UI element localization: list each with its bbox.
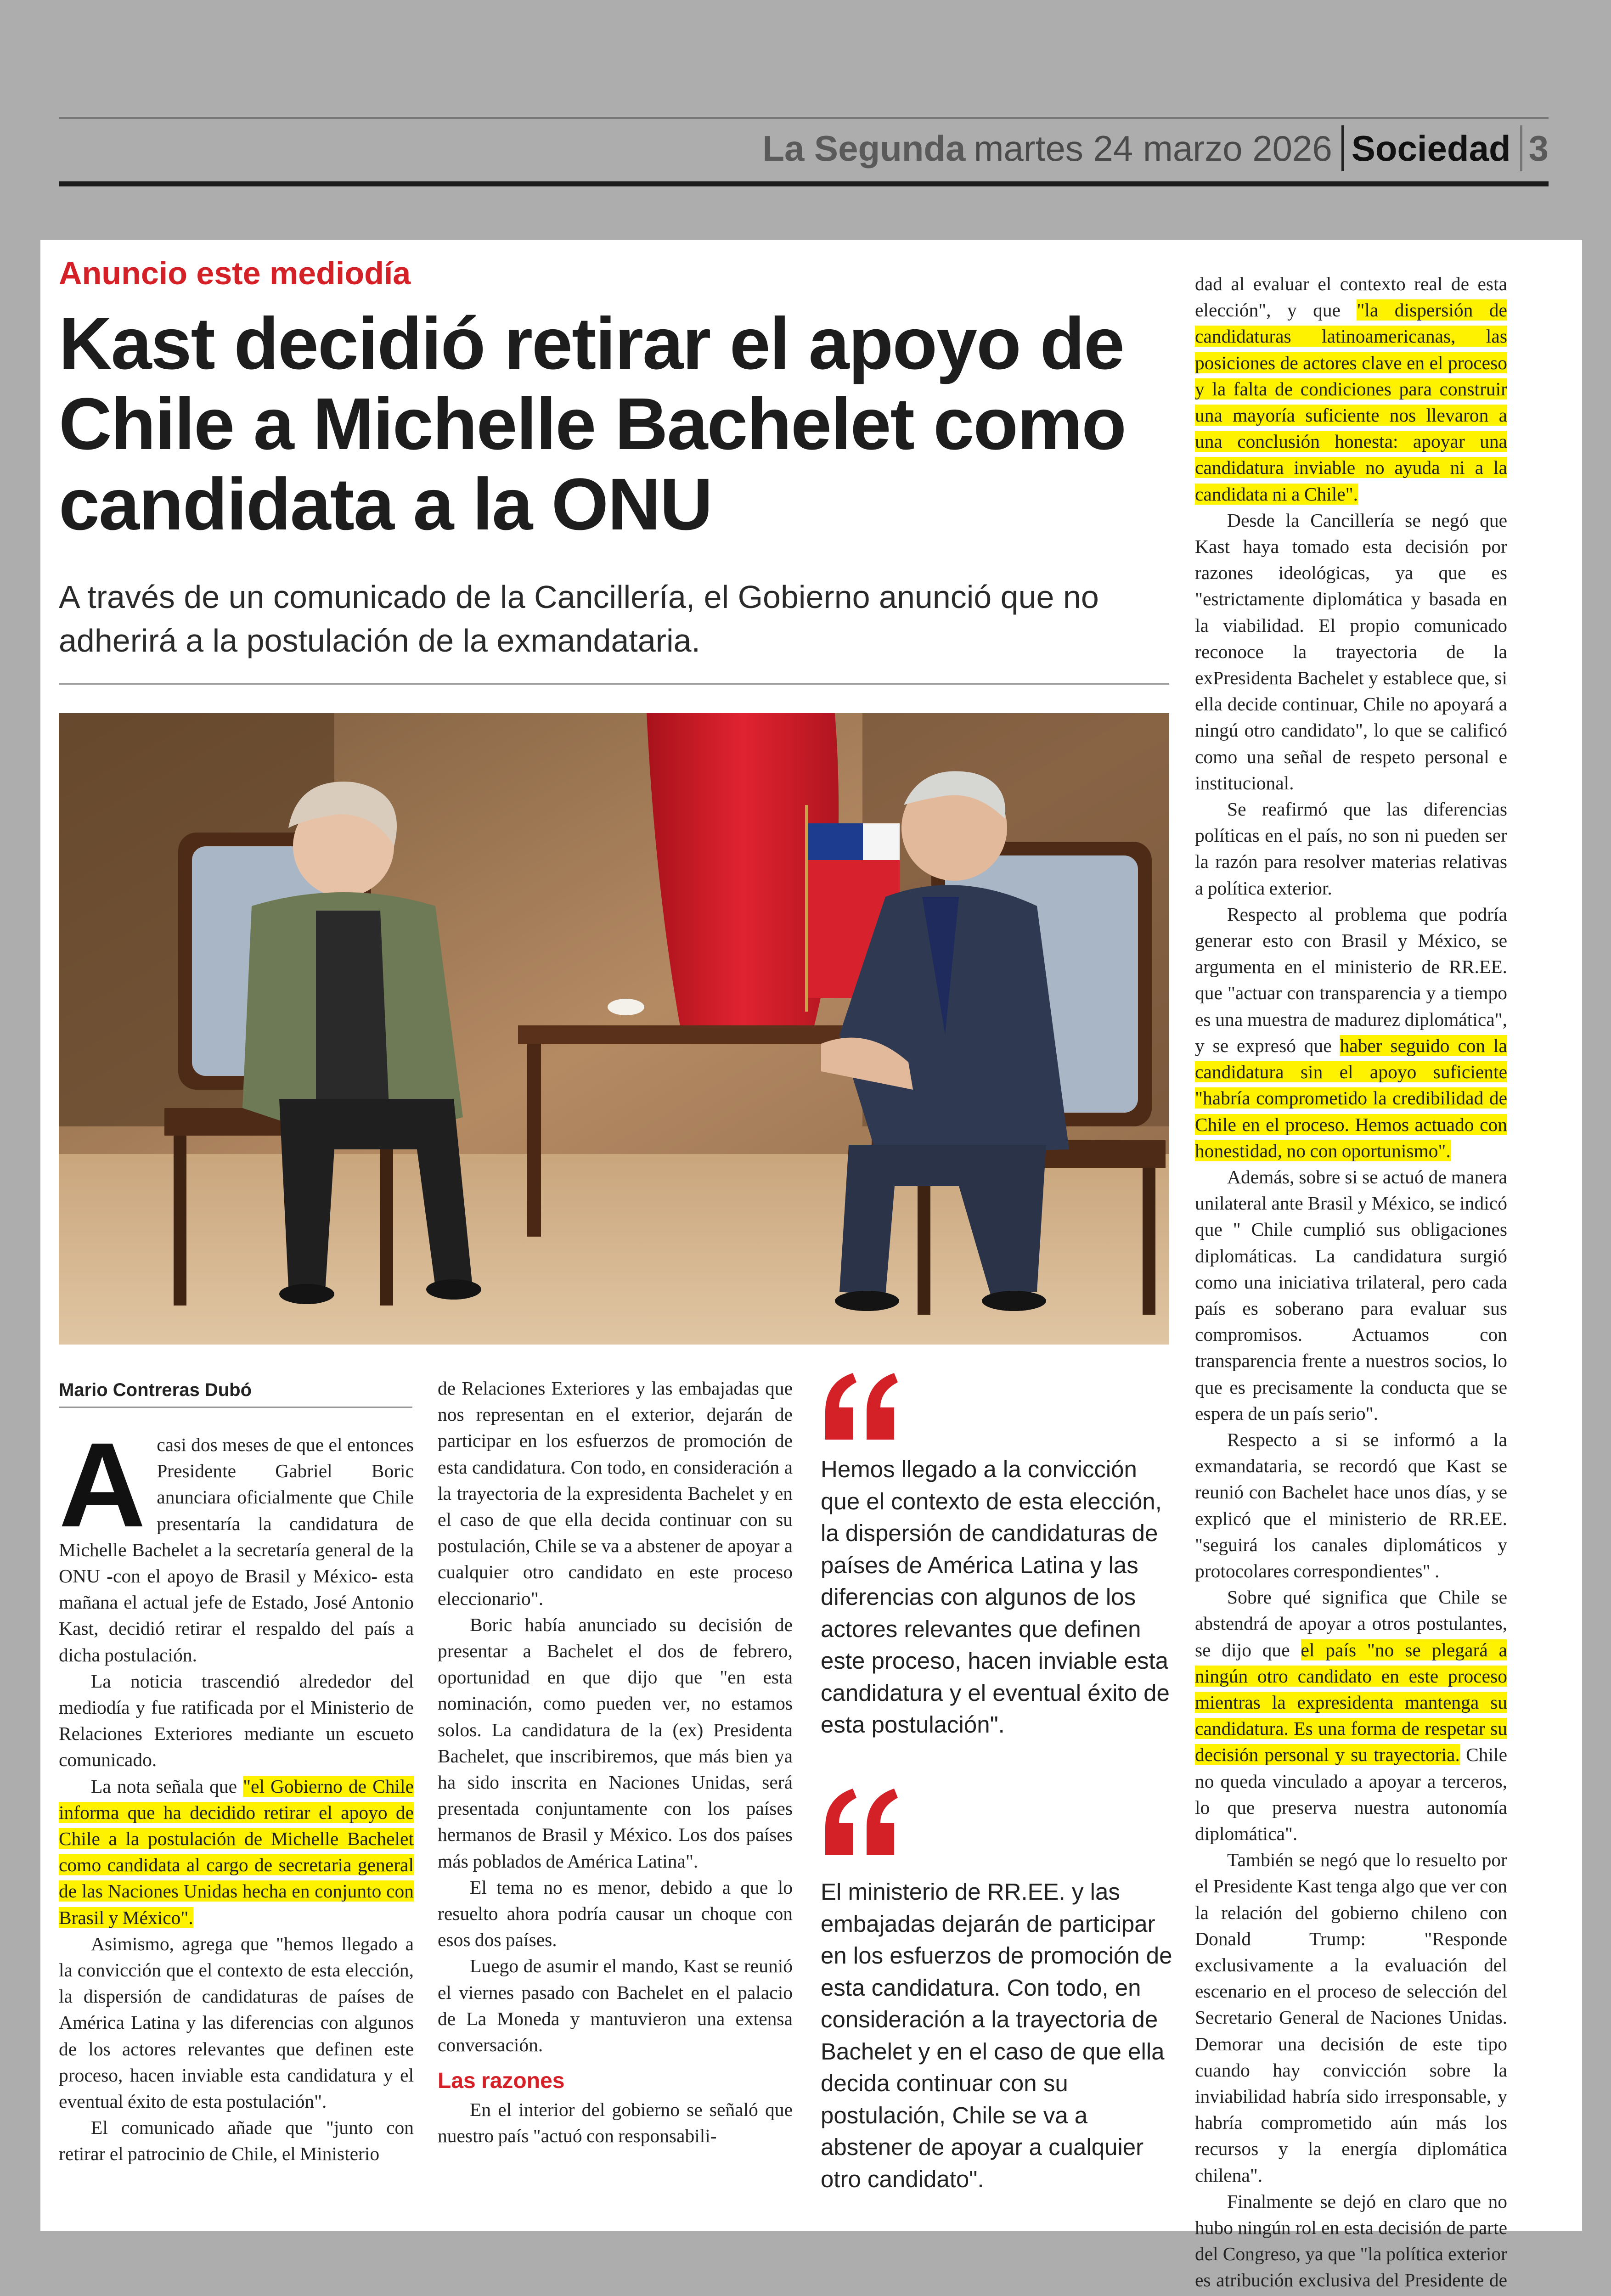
highlighted-text: "la dispersión de candidaturas latinoamericanas, las posiciones de actores clave en el proceso y la falta de condiciones para construir una mayoría suficiente nos llevaron a una conclusión honesta: apoyar una candidatura inviable no ayuda ni a la candidata ni a Chile".: [1195, 299, 1507, 505]
pull-quote: El ministerio de RR.EE. y las embajadas dejarán de participar en los esfuerzos de promoción de esta candidatura. Con todo, en consideración a la trayectoria de Bachelet y en el caso de que ella decida continuar con su postulación, Chile se va a abstener de apoyar a cualquier otro candidato".: [821, 1879, 1172, 2192]
paragraph: Finalmente se dejó en claro que no hubo ningún rol en esta decisión de parte del Congreso, ya que "la política exterior es atribución exclusiva del Presidente de: [1195, 2190, 1507, 2291]
page-number: 3: [1528, 128, 1549, 169]
article-column-4: [1195, 271, 1507, 2296]
paragraph: [1195, 901, 1507, 1164]
highlighted-text: el país "no se plegará a ningún otro candidato en este proceso mientras la expresidenta mantenga su candidatura. Es una forma de respetar su decisión personal y su trayectoria.: [1195, 1639, 1507, 1766]
paragraph: Boric había anunciado su decisión de presentar a Bachelet el dos de febrero, oportunidad en que dijo que "en esta nominación, como pueden ver, no estamos solos. La candidatura de la (ex) Presidenta Bachelet, que inscribiremos, que más bien ya ha sido inscrita en Naciones Unidas, será presentada conjuntamente con los países hermanos de Brasil y México. Los dos países más poblados de América Latina".: [438, 1614, 793, 1872]
pull-quote: Hemos llegado a la convicción que el contexto de esta elección, la dispersión de candidaturas de países de América Latina y las diferencias con algunos de los actores relevantes que definen este proceso, hacen inviable esta candidatura y el eventual éxito de esta postulación".: [821, 1456, 1170, 1738]
paragraph: [1195, 1584, 1507, 1847]
paragraph: [59, 1773, 414, 1931]
article-photo: [59, 713, 1169, 1345]
highlighted-text: haber seguido con la candidatura sin el apoyo suficiente "habría comprometido la credibilidad de Chile en el proceso. Hemos actuado con honestidad, no con oportunismo".: [1195, 1035, 1507, 1161]
quote-mark-icon: [821, 1786, 899, 1855]
masthead: [762, 123, 1549, 174]
paragraph: Desde la Cancillería se negó que Kast haya tomado esta decisión por razones ideológicas, ya que es "estrictamente diplomática y basada en la viabilidad. El propio comunicado reconoce la trayectoria de la exPresidenta Bachelet y establece que, si ella decide continuar, Chile no apoyará a ningú otro candidato", lo que se calificó como una señal de respeto personal e institucional.: [1195, 509, 1507, 793]
paragraph: El tema no es menor, debido a que lo resuelto ahora podría causar un choque con esos dos países.: [438, 1876, 793, 1951]
paragraph-text: Chile no queda vinculado a apoyar a terceros, lo que preserva nuestra autonomía diplomática".: [1195, 1744, 1507, 1844]
masthead-divider: [1341, 125, 1344, 171]
article-kicker: Anuncio este mediodía: [59, 255, 411, 291]
paragraph: Asimismo, agrega que "hemos llegado a la convicción que el contexto de esta elección, la dispersión de candidaturas de países de América Latina y las diferencias con algunos de los actores relevantes que definen este proceso, hacen inviable esta candidatura y el eventual éxito de esta postulación".: [59, 1933, 414, 2112]
paragraph: También se negó que lo resuelto por el Presidente Kast tenga algo que ver con la relación del gobierno chileno con Donald Trump: "Responde exclusivamente a la evaluación del escenario en el proceso de selección del Secretario General de Naciones Unidas. Demorar una decisión de este tipo cuando hay convicción sobre la inviabilidad habría sido irresponsable, y habría comprometido aún más los recursos y la energía diplomática chilena".: [1195, 1849, 1507, 2186]
paragraph: [1195, 271, 1507, 507]
masthead-bottom-rule: [59, 181, 1549, 186]
quote-mark-icon: [821, 1371, 899, 1440]
masthead-top-rule: [59, 117, 1549, 119]
paragraph-text: Sobre qué significa que Chile se abstendrá de apoyar a otros postulantes, se dijo que: [1195, 1587, 1507, 1660]
article-byline: Mario Contreras Dubó: [59, 1380, 252, 1400]
paragraph-text: Respecto al problema que podría generar esto con Brasil y México, se argumenta en el ministerio de RR.EE. que "actuar con transparencia y a tiempo es una muestra de madurez diplomática", y se expresó que: [1195, 903, 1507, 1056]
paragraph: Se reafirmó que las diferencias políticas en el país, no son ni pueden ser la razón para resolver materias relativas a política exterior.: [1195, 799, 1507, 899]
article-column-1: [59, 1418, 414, 2167]
byline-divider: [59, 1407, 412, 1408]
paragraph: [59, 1418, 414, 1668]
paragraph: La noticia trascendió alrededor del mediodía y fue ratificada por el Ministerio de Relaciones Exteriores mediante un escueto comunicado.: [59, 1670, 414, 1771]
masthead-divider-2: [1520, 125, 1522, 171]
paragraph-text: La nota señala que: [91, 1775, 243, 1797]
paragraph: Además, sobre si se actuó de manera unilateral ante Brasil y México, se indicó que " Chile cumplió sus obligaciones diplomáticas. La candidatura surgió como una iniciativa trilateral, pero cada país es soberano para evaluar sus compromisos. Actuamos con transparencia frente a nuestros socios, lo que es precisamente la conducta que se espera de un país serio".: [1195, 1166, 1507, 1424]
newspaper-name: La Segunda: [762, 128, 966, 169]
paragraph: Luego de asumir el mando, Kast se reunió el viernes pasado con Bachelet en el palacio de La Moneda y mantuvieron una extensa conversación.: [438, 1955, 793, 2056]
section-name: Sociedad: [1351, 128, 1511, 169]
paragraph-text: casi dos meses de que el entonces Presidente Gabriel Boric anunciara oficialmente que Chile presentaría la candidatura de Michelle Bachelet a la secretaría general de la ONU -con el apoyo de Brasil y México- esta mañana el actual jefe de Estado, José Antonio Kast, decidió retirar el respaldo del país a dicha postulación.: [59, 1434, 414, 1666]
article-headline: Kast decidió retirar el apoyo de Chile a Michelle Bachelet como candidata a la ONU: [59, 302, 1126, 545]
article-column-2: [438, 1375, 793, 2150]
paragraph: En el interior del gobierno se señaló que nuestro país "actuó con responsabili-: [438, 2099, 793, 2147]
deck-divider: [59, 683, 1169, 685]
article-deck: A través de un comunicado de la Cancillería, el Gobierno anunció que no adherirá a la postulación de la exmandataria.: [59, 579, 1099, 658]
highlighted-text: "el Gobierno de Chile informa que ha decidido retirar el apoyo de Chile a la postulación de Michelle Bachelet como candidata al cargo de secretaria general de las Naciones Unidas hecha en conjunto con Brasil y México".: [59, 1775, 414, 1928]
paragraph-text: dad al evaluar el contexto real de esta elección", y que: [1195, 273, 1507, 321]
paragraph: de Relaciones Exteriores y las embajadas que nos representan en el exterior, dejarán de participar en los esfuerzos de promoción de esta candidatura. Con todo, en consideración a la trayectoria de la expresidenta Bachelet y en el caso de que ella decida continuar con su postulación, Chile se va a abstener de apoyar a cualquier otro candidato en este proceso eleccionario".: [438, 1378, 793, 1609]
issue-date: martes 24 marzo 2026: [974, 128, 1332, 169]
paragraph: Respecto a si se informó a la exmandataria, se recordó que Kast se reunió con Bachelet hace unos días, y se explicó que el ministerio de RR.EE. "seguirá los canales diplomáticos y protocolares correspondientes" .: [1195, 1429, 1507, 1581]
drop-cap: A: [59, 1418, 146, 1552]
paragraph: El comunicado añade que "junto con retirar el patrocinio de Chile, el Ministerio: [59, 2117, 414, 2165]
section-subhead: Las razones: [438, 2069, 565, 2093]
